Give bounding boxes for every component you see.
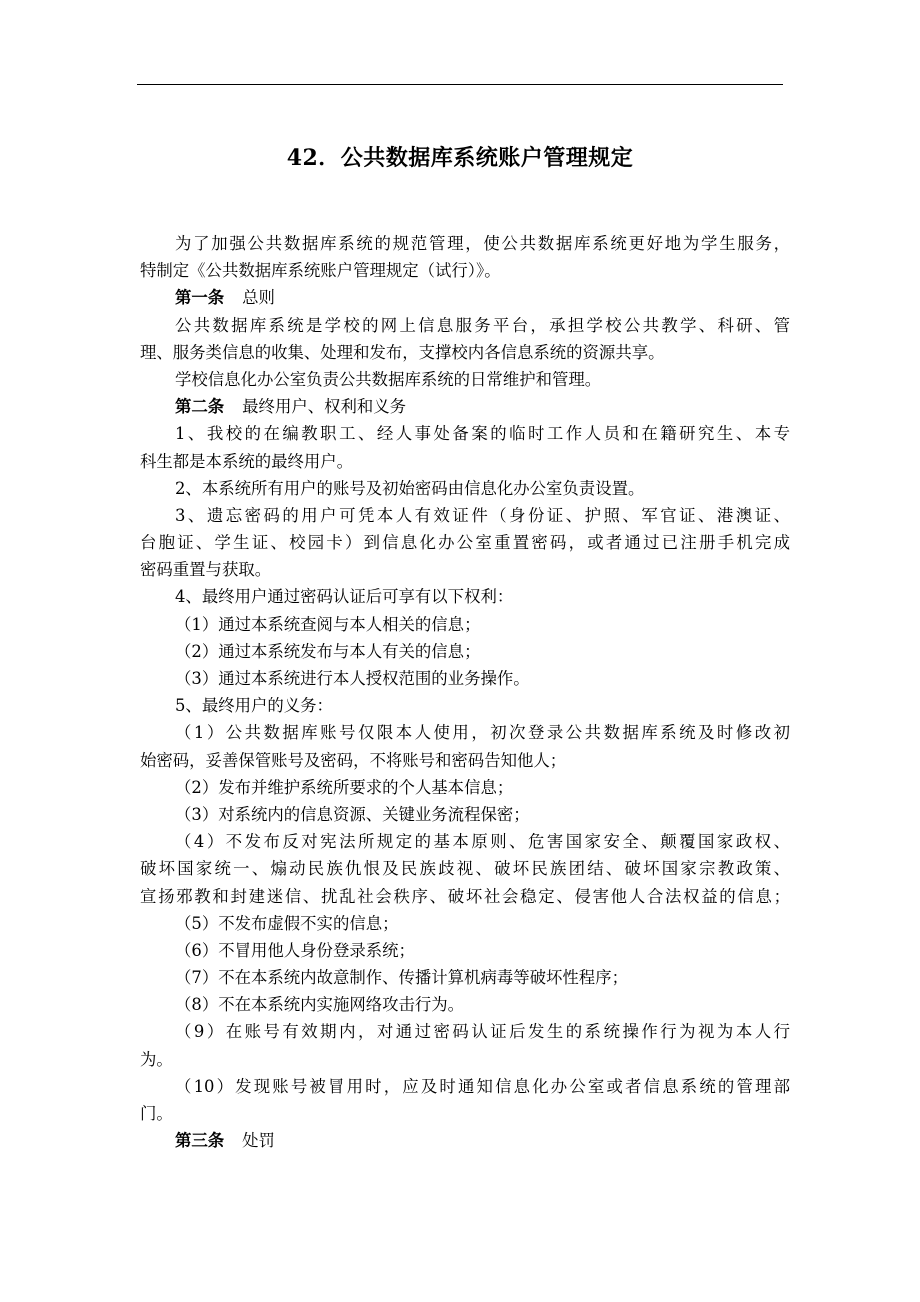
article-label: 第二条 — [175, 397, 225, 417]
paragraph-line: 学校信息化办公室负责公共数据库系统的日常维护和管理。 — [175, 369, 602, 389]
item-line: 破坏国家统一、煽动民族仇恨及民族歧视、破坏民族团结、破坏国家宗教政策、 — [140, 859, 790, 879]
article-label: 第一条 — [175, 288, 225, 308]
item-line: （3）通过本系统进行本人授权范围的业务操作。 — [175, 669, 530, 688]
paragraph-line: 理、服务类信息的收集、处理和发布，支撑校内各信息系统的资源共享。 — [140, 342, 665, 362]
item-line: （1）公共数据库账号仅限本人使用，初次登录公共数据库系统及时修改初 — [175, 723, 790, 743]
item-line: 密码重置与获取。 — [140, 560, 272, 580]
item-line: 3、遗忘密码的用户可凭本人有效证件（身份证、护照、军官证、港澳证、 — [175, 505, 790, 525]
item-line: （10）发现账号被冒用时，应及时通知信息化办公室或者信息系统的管理部 — [175, 1076, 790, 1096]
item-line: 为。 — [140, 1049, 173, 1069]
item-line: 台胞证、学生证、校园卡）到信息化办公室重置密码，或者通过已注册手机完成 — [140, 533, 790, 553]
item-line: （6）不冒用他人身份登录系统； — [175, 940, 415, 960]
article-heading — [140, 393, 790, 420]
item-line: （9）在账号有效期内，对通过密码认证后发生的系统操作行为视为本人行 — [175, 1022, 790, 1042]
item-line: 始密码，妥善保管账号及密码，不将账号和密码告知他人； — [140, 750, 567, 770]
item-line: 4、最终用户通过密码认证后可享有以下权利： — [175, 587, 514, 607]
item-line: 宣扬邪教和封建迷信、扰乱社会秩序、破坏社会稳定、侵害他人合法权益的信息； — [140, 886, 790, 906]
article-title: 最终用户、权利和义务 — [242, 397, 407, 417]
article-title: 总则 — [242, 288, 275, 308]
item-line: （7）不在本系统内故意制作、传播计算机病毒等破坏性程序； — [175, 968, 628, 988]
document-title: 42．公共数据库系统账户管理规定 — [286, 145, 634, 171]
paragraph-line: 公共数据库系统是学校的网上信息服务平台，承担学校公共教学、科研、管 — [175, 315, 790, 335]
item-line: （5）不发布虚假不实的信息； — [175, 913, 399, 933]
header-rule — [137, 84, 783, 85]
item-line: （8）不在本系统内实施网络攻击行为。 — [175, 995, 465, 1015]
article-label: 第三条 — [175, 1131, 225, 1151]
document-body — [140, 230, 790, 1154]
item-line: （1）通过本系统查阅与本人相关的信息； — [175, 614, 481, 634]
item-line: （4）不发布反对宪法所规定的基本原则、危害国家安全、颠覆国家政权、 — [175, 832, 790, 852]
intro-line: 特制定《公共数据库系统账户管理规定（试行）》。 — [140, 261, 501, 281]
item-line: 2、本系统所有用户的账号及初始密码由信息化办公室负责设置。 — [175, 478, 645, 498]
item-line: （3）对系统内的信息资源、关键业务流程保密； — [175, 804, 530, 824]
article-title: 处罚 — [242, 1131, 275, 1151]
item-line: 科生都是本系统的最终用户。 — [140, 451, 354, 471]
item-line: （2）发布并维护系统所要求的个人基本信息； — [175, 777, 514, 797]
item-line: 5、最终用户的义务： — [175, 696, 333, 716]
article-heading — [140, 284, 790, 311]
item-line: 1、我校的在编教职工、经人事处备案的临时工作人员和在籍研究生、本专 — [175, 424, 790, 444]
item-line: 门。 — [140, 1104, 173, 1123]
intro-line: 为了加强公共数据库系统的规范管理，使公共数据库系统更好地为学生服务， — [175, 234, 790, 253]
article-heading — [140, 1127, 790, 1154]
item-line: （2）通过本系统发布与本人有关的信息； — [175, 641, 481, 661]
